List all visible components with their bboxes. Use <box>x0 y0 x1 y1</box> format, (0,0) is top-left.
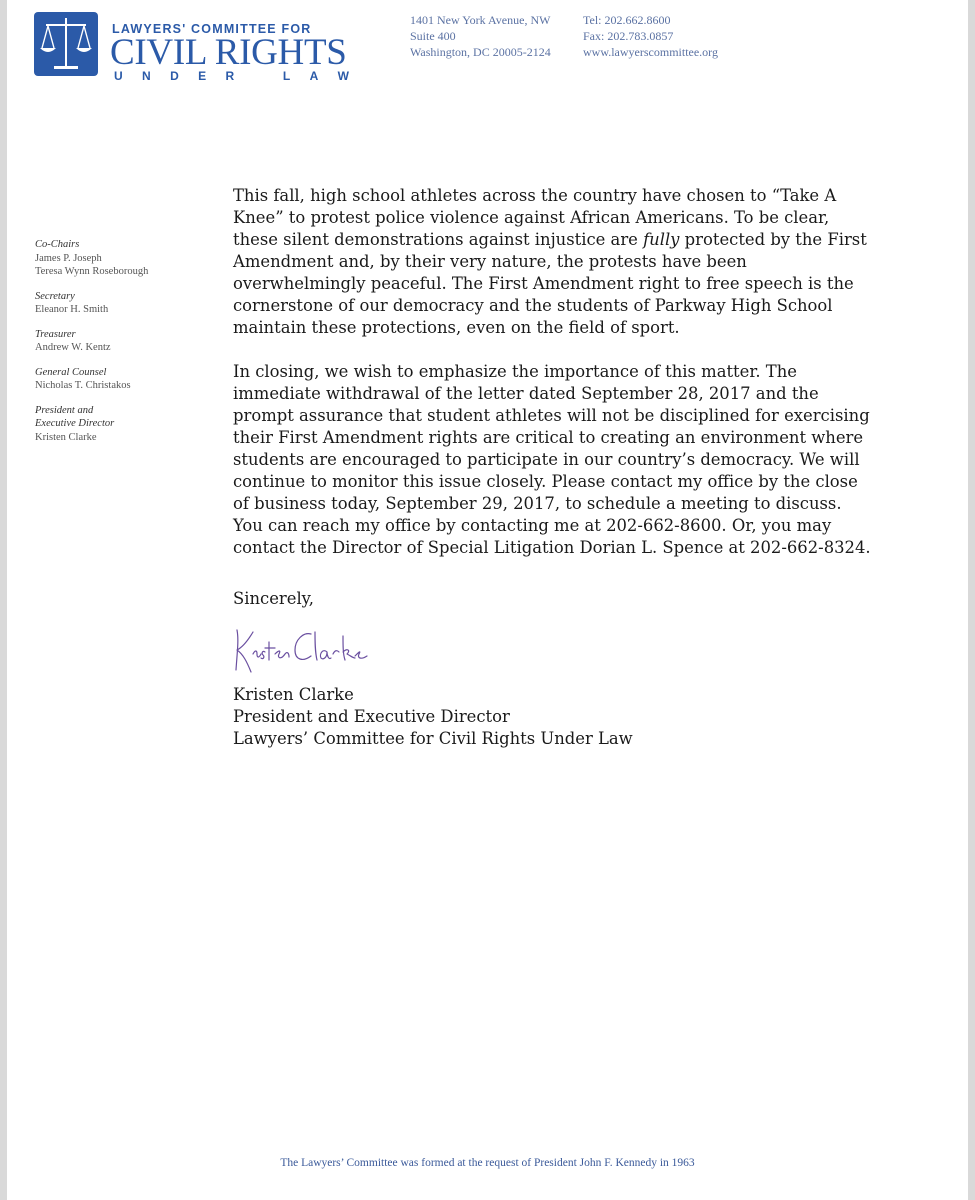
closing: Sincerely, <box>233 589 314 608</box>
org-letter: R <box>225 69 235 83</box>
officer-group <box>35 238 205 279</box>
letterhead-address <box>410 12 551 60</box>
officer-group <box>35 366 205 393</box>
signer-name: Kristen Clarke <box>233 685 354 704</box>
officer-group <box>35 328 205 355</box>
officer-role: Secretary <box>35 290 75 302</box>
org-name-line1: LAWYERS' COMMITTEE FOR <box>112 22 312 36</box>
officer-group <box>35 404 205 445</box>
org-letter: U <box>114 69 123 83</box>
paragraph-text: This fall, high school athletes across the country have chosen to “Take A Knee” to protest police violence against African Americans. To be clear, these silent demonstrations against injustice are <box>233 186 837 249</box>
paragraph-text: protected by the First Amendment and, by their very nature, the protests have been overwhelmingly peaceful. The First Amendment right to free speech is the cornerstone of our democracy and the students of Parkway High School maintain these protections, even on the field of sport. <box>233 230 867 337</box>
page-edge-right <box>968 0 975 1200</box>
officers-sidebar <box>35 238 205 455</box>
handwritten-signature <box>229 620 369 680</box>
footer-note: The Lawyers’ Committee was formed at the request of President John F. Kennedy in 1963 <box>280 1157 695 1169</box>
emphasized-word: fully <box>643 230 680 249</box>
letterhead-contact <box>583 12 718 60</box>
officer-role: President and <box>35 404 94 416</box>
address-line: Washington, DC 20005-2124 <box>410 45 551 59</box>
officer-name: Nicholas T. Christakos <box>35 380 131 391</box>
organization-logo <box>34 12 354 82</box>
officer-name: Andrew W. Kentz <box>35 342 111 353</box>
org-letter: A <box>309 69 319 83</box>
org-letter: W <box>337 69 349 83</box>
org-letter: D <box>170 69 179 83</box>
org-name-line3 <box>114 69 349 83</box>
officer-role: Executive Director <box>35 418 115 429</box>
address-line: 1401 New York Avenue, NW <box>410 13 551 27</box>
signer-organization: Lawyers’ Committee for Civil Rights Under Law <box>233 729 633 748</box>
letter-body <box>233 185 873 750</box>
org-letter: N <box>142 69 151 83</box>
scales-of-justice-icon <box>34 12 98 76</box>
officer-name: James P. Joseph <box>35 252 102 264</box>
signer-title: President and Executive Director <box>233 707 510 726</box>
org-name-line2: CIVIL RIGHTS <box>110 32 347 73</box>
paragraph: In closing, we wish to emphasize the importance of this matter. The immediate withdrawal of the letter dated September 28, 2017 and the prompt assurance that student athletes will not be disciplined for exercising their First Amendment rights are critical to creating an environment where students are encouraged to participate in our country’s democracy. We will continue to monitor this issue closely. Please contact my office by the close of business today, September 29, 2017, to schedule a meeting to discuss. You can reach my office by contacting me at 202-662-8600. Or, you may contact the Director of Special Litigation Dorian L. Spence at 202-662-8324. <box>233 362 871 557</box>
officer-name: Eleanor H. Smith <box>35 304 109 315</box>
officer-group <box>35 290 205 317</box>
fax: Fax: 202.783.0857 <box>583 29 674 43</box>
org-letter: E <box>198 69 207 83</box>
website-link[interactable]: www.lawyerscommittee.org <box>583 45 718 59</box>
officer-role: Treasurer <box>35 328 76 340</box>
address-line: Suite 400 <box>410 29 456 43</box>
officer-name: Teresa Wynn Roseborough <box>35 266 149 277</box>
org-letter: L <box>282 69 291 83</box>
page-edge-left <box>0 0 7 1200</box>
officer-name: Kristen Clarke <box>35 431 97 443</box>
officer-role: General Counsel <box>35 366 107 378</box>
paragraph <box>233 185 873 339</box>
telephone: Tel: 202.662.8600 <box>583 13 671 27</box>
officer-role: Co-Chairs <box>35 239 80 250</box>
